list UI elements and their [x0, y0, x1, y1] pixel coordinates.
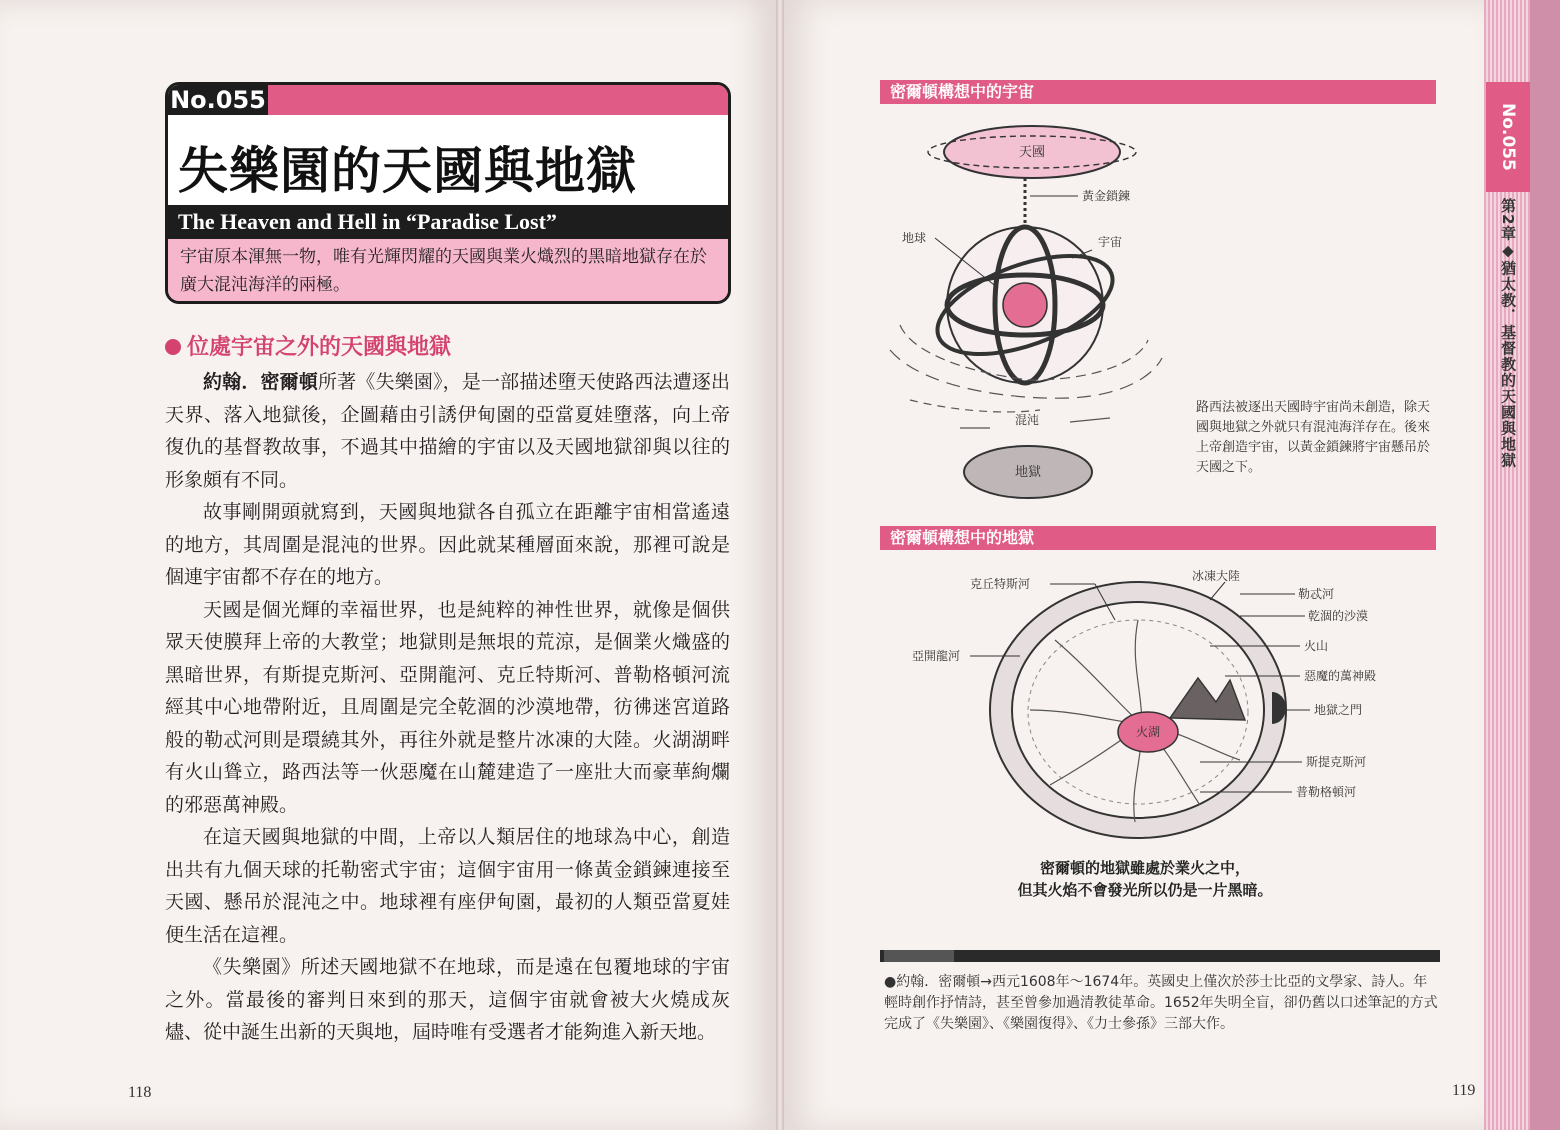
article-summary: 宇宙原本渾無一物，唯有光輝閃耀的天國與業火熾烈的黑暗地獄存在於廣大混沌海洋的兩極。 — [168, 239, 728, 301]
earth-sphere — [1003, 283, 1047, 327]
figure2-caption-line: 密爾頓的地獄雖處於業火之中， — [1039, 859, 1250, 877]
paragraph-text: 在這天國與地獄的中間，上帝以人類居住的地球為中心，創造出共有九個天球的托勒密式宇宙；這個宇宙用一條黃金鎖鍊連接至天國、懸吊於混沌之中。地球裡有座伊甸園，最初的人類亞當夏娃便生活在這裡。 — [165, 826, 730, 946]
heaven-label: 天國 — [1018, 145, 1046, 160]
section-heading-text: 位處宇宙之外的天國與地獄 — [187, 335, 452, 360]
pandemonium-label: 惡魔的萬神殿 — [1304, 669, 1377, 683]
chain-label: 黃金鎖鍊 — [1082, 189, 1131, 203]
section-heading — [165, 330, 451, 361]
acheron-label: 亞開龍河 — [912, 649, 961, 663]
author-name: 約翰．密爾頓 — [203, 371, 318, 393]
phlegethon-label: 普勒格頓河 — [1296, 785, 1357, 799]
article-number-badge: No.055 — [168, 85, 268, 115]
cocytus-label: 克丘特斯河 — [970, 577, 1031, 591]
fire-lake-label: 火湖 — [1135, 725, 1161, 739]
paragraph-text: 故事剛開頭就寫到，天國與地獄各自孤立在距離宇宙相當遙遠的地方，其周圍是混沌的世界。因此就某種層面來說，那裡可說是個連宇宙都不存在的地方。 — [165, 501, 730, 588]
desert-label: 乾涸的沙漠 — [1308, 609, 1369, 623]
figure1-title: 密爾頓構想中的宇宙 — [880, 80, 1436, 104]
paragraph-text: 所著《失樂園》，是一部描述墮天使路西法遭逐出天界、落入地獄後，企圖藉由引誘伊甸園的亞當夏娃墮落，向上帝復仇的基督教故事，不過其中描繪的宇宙以及天國地獄卻與以往的形象頗有不同。 — [165, 371, 730, 491]
paragraph — [165, 951, 730, 1049]
page-number-right: 119 — [1452, 1082, 1476, 1099]
figure2-caption-line: 但其火焰不會發光所以仍是一片黑暗。 — [1017, 881, 1273, 899]
gate-label: 地獄之門 — [1314, 703, 1363, 717]
volcano-label: 火山 — [1304, 639, 1329, 653]
english-title: The Heaven and Hell in “Paradise Lost” — [168, 205, 728, 239]
book-gutter — [776, 0, 784, 1130]
earth-label: 地球 — [902, 231, 927, 245]
article-header-box — [165, 82, 731, 304]
paragraph — [165, 821, 730, 951]
paragraph-text: 《失樂園》所述天國地獄不在地球，而是遠在包覆地球的宇宙之外。當最後的審判日來到的那天，這個宇宙就會被大火燒成灰燼、從中誕生出新的天與地，屆時唯有受選者才能夠進入新天地。 — [165, 956, 730, 1043]
frozen-label: 冰凍大陸 — [1192, 569, 1241, 583]
body-text — [165, 366, 730, 1049]
paragraph — [165, 366, 730, 496]
glossary-bar — [880, 950, 1440, 962]
paragraph — [165, 496, 730, 594]
side-chapter-title: 第2章◆猶太教．基督教的天國與地獄 — [1499, 198, 1517, 469]
glossary-note: ●約翰．密爾頓→西元1608年～1674年。英國史上僅次於莎士比亞的文學家、詩人。年輕時創作抒情詩，甚至曾參加過清教徒革命。1652年失明全盲，卻仍舊以口述筆記的方式完成了《失樂園》、《樂園復得》、《力士參孫》三部大作。 — [884, 974, 1438, 1032]
paragraph-text: 天國是個光輝的幸福世界，也是純粹的神性世界，就像是個供眾天使膜拜上帝的大教堂；地獄則是無垠的荒涼，是個業火熾盛的黑暗世界，有斯提克斯河、亞開龍河、克丘特斯河、普勒格頓河流經其中心地帶附近，且周圍是完全乾涸的沙漠地帶，彷彿迷宮道路般的勒忒河則是環繞其外，再往外就是整片冰凍的大陸。火湖湖畔有火山聳立，路西法等一伙惡魔在山麓建造了一座壯大而豪華絢爛的邪惡萬神殿。 — [165, 598, 730, 816]
figure1-caption: 路西法被逐出天國時宇宙尚未創造，除天國與地獄之外就只有混沌海洋存在。後來上帝創造宇宙，以黃金鎖鍊將宇宙懸吊於天國之下。 — [1196, 400, 1431, 475]
bullet-icon — [165, 339, 181, 355]
paragraph — [165, 594, 730, 822]
side-tab-number: No.055 — [1486, 82, 1530, 192]
chaos-label: 混沌 — [1015, 413, 1040, 427]
glossary-tag — [884, 950, 954, 962]
styx-label: 斯提克斯河 — [1306, 755, 1367, 769]
lethe-label: 勒忒河 — [1298, 587, 1335, 601]
page-edges-dark — [1530, 0, 1560, 1130]
figure2-caption — [980, 857, 1310, 901]
hell-diagram — [880, 560, 1440, 850]
universe-label: 宇宙 — [1098, 235, 1123, 249]
leader-line — [1210, 582, 1225, 600]
page-number-left: 118 — [128, 1084, 152, 1101]
chaos-swirl — [910, 400, 1040, 412]
article-title: 失樂園的天國與地獄 — [178, 142, 637, 200]
header-accent-bar — [268, 85, 728, 115]
hell-label: 地獄 — [1014, 465, 1042, 480]
figure2-title: 密爾頓構想中的地獄 — [880, 526, 1436, 550]
